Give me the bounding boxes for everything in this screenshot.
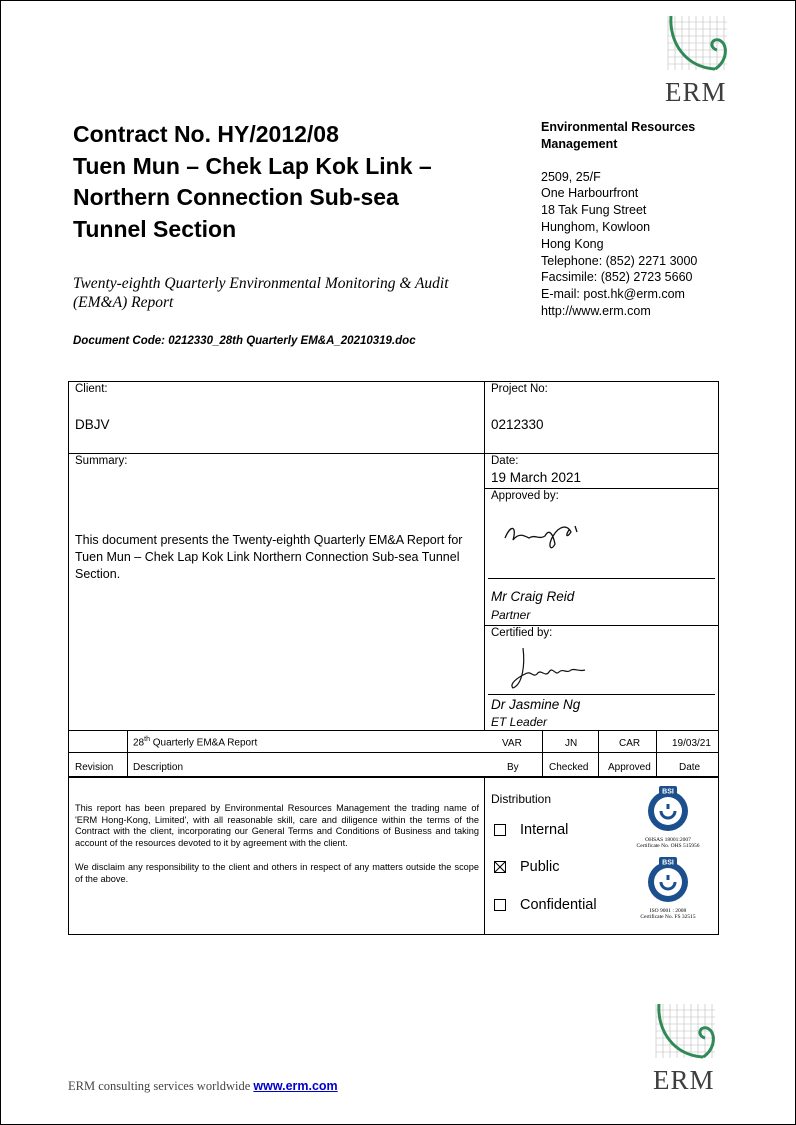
confidential-checkbox[interactable] bbox=[494, 899, 506, 911]
internal-label: Internal bbox=[520, 822, 569, 838]
cert-line: OHSAS 18001:2007 bbox=[645, 837, 691, 843]
erm-logo-icon bbox=[653, 1000, 719, 1060]
header-description: Description bbox=[133, 762, 184, 773]
revision-approved: CAR bbox=[619, 738, 641, 749]
revision-number: 28 bbox=[133, 737, 145, 749]
email[interactable]: E-mail: post.hk@erm.com bbox=[541, 287, 685, 302]
disclaimer-paragraph: This report has been prepared by Environmental Resources Management the trading name of 'ERM Hong-Kong, Limited', with all reasonable skill, care and diligence within the terms of the Contract with the client, incorporating our General Terms and Conditions of Business and taking account of the resources devoted to it by agreement with the client. bbox=[75, 803, 479, 848]
certifier-title: ET Leader bbox=[491, 715, 548, 729]
header-checked: Checked bbox=[549, 762, 589, 773]
title-line: Contract No. HY/2012/08 bbox=[73, 121, 339, 147]
cert-line: Certificate No. OHS 515956 bbox=[636, 843, 700, 849]
title-line: Tunnel Section bbox=[73, 215, 237, 242]
address-line: 2509, 25/F bbox=[541, 169, 601, 184]
footer-text: ERM consulting services worldwide bbox=[68, 1079, 254, 1093]
svg-text:BSI: BSI bbox=[662, 788, 674, 796]
approver-title: Partner bbox=[491, 608, 531, 622]
divider bbox=[485, 488, 718, 489]
divider bbox=[488, 578, 715, 579]
client-value: DBJV bbox=[75, 417, 110, 432]
address-line: One Harbourfront bbox=[541, 186, 639, 201]
bsi-badge-icon bbox=[645, 857, 691, 903]
company-name-line: Management bbox=[541, 136, 618, 151]
client-label: Client: bbox=[75, 383, 108, 395]
company-name bbox=[541, 119, 741, 153]
divider bbox=[69, 730, 718, 731]
ohsas-certification bbox=[626, 786, 710, 849]
revision-by: VAR bbox=[502, 738, 522, 749]
project-value: 0212330 bbox=[491, 417, 544, 432]
title-line: Northern Connection Sub-sea bbox=[73, 184, 399, 210]
document-control-table bbox=[68, 381, 719, 935]
divider bbox=[542, 730, 543, 776]
public-label: Public bbox=[520, 859, 560, 875]
erm-logo bbox=[665, 12, 731, 108]
erm-logo-icon bbox=[665, 12, 731, 72]
header-approved: Approved bbox=[608, 762, 651, 773]
divider bbox=[484, 382, 485, 730]
address-line: Hong Kong bbox=[541, 236, 604, 251]
iso-certification bbox=[626, 857, 710, 920]
divider bbox=[69, 776, 718, 778]
erm-logo-text: ERM bbox=[665, 77, 727, 107]
certifier-name: Dr Jasmine Ng bbox=[491, 697, 581, 712]
approved-by-label: Approved by: bbox=[491, 490, 559, 502]
header-date: Date bbox=[679, 762, 701, 773]
document-code: Document Code: 0212330_28th Quarterly EM&A_20210319.doc bbox=[73, 335, 416, 347]
ordinal-suffix: th bbox=[144, 736, 150, 743]
public-checkbox[interactable] bbox=[494, 861, 506, 873]
report-subtitle bbox=[73, 274, 493, 312]
address-line: 18 Tak Fung Street bbox=[541, 203, 647, 218]
subtitle-line: Twenty-eighth Quarterly Environmental Monitoring & Audit bbox=[73, 275, 449, 292]
footer bbox=[68, 1079, 338, 1094]
svg-text:BSI: BSI bbox=[662, 859, 674, 867]
revision-description bbox=[133, 736, 257, 748]
website-link[interactable]: http://www.erm.com bbox=[541, 303, 651, 318]
company-address bbox=[541, 119, 741, 320]
facsimile: Facsimile: (852) 2723 5660 bbox=[541, 270, 693, 285]
iso-text bbox=[626, 908, 710, 920]
date-label: Date: bbox=[491, 455, 519, 467]
erm-logo-text: ERM bbox=[653, 1065, 715, 1095]
address-line: Hunghom, Kowloon bbox=[541, 219, 651, 234]
revision-description-text: Quarterly EM&A Report bbox=[149, 737, 258, 749]
divider bbox=[485, 625, 718, 626]
divider bbox=[488, 694, 715, 695]
check-x-icon bbox=[495, 862, 505, 872]
divider bbox=[127, 730, 128, 776]
divider bbox=[69, 453, 718, 454]
title-line: Tuen Mun – Chek Lap Kok Link – bbox=[73, 152, 432, 179]
company-name-line: Environmental Resources bbox=[541, 120, 696, 134]
divider bbox=[484, 776, 485, 934]
ohsas-text bbox=[626, 837, 710, 849]
telephone: Telephone: (852) 2271 3000 bbox=[541, 253, 698, 268]
certified-by-label: Certified by: bbox=[491, 627, 553, 639]
bsi-badge-icon bbox=[645, 786, 691, 832]
revision-checked: JN bbox=[565, 738, 578, 749]
distribution-title: Distribution bbox=[491, 792, 552, 806]
date-value: 19 March 2021 bbox=[491, 470, 582, 485]
header-revision: Revision bbox=[75, 762, 114, 773]
revision-date: 19/03/21 bbox=[672, 738, 711, 749]
divider bbox=[598, 730, 599, 776]
footer-link[interactable]: www.erm.com bbox=[253, 1079, 338, 1093]
divider bbox=[69, 752, 718, 753]
page-title bbox=[73, 119, 493, 245]
cert-line: ISO 9001 : 2008 bbox=[649, 908, 687, 914]
summary-label: Summary: bbox=[75, 455, 128, 467]
disclaimer-paragraph: We disclaim any responsibility to the client and others in respect of any matters outside the scope of the above. bbox=[75, 862, 479, 884]
certifier-signature bbox=[505, 644, 595, 694]
divider bbox=[656, 730, 657, 776]
cert-line: Certificate No. FS 32515 bbox=[640, 914, 696, 920]
summary-text: This document presents the Twenty-eighth Quarterly EM&A Report for Tuen Mun – Chek Lap Kok Link Northern Connection Sub-sea Tunnel Section. bbox=[75, 533, 463, 581]
header-by: By bbox=[507, 762, 519, 773]
confidential-label: Confidential bbox=[520, 897, 597, 913]
project-label: Project No: bbox=[491, 383, 548, 395]
subtitle-line: (EM&A) Report bbox=[73, 294, 174, 311]
approver-name: Mr Craig Reid bbox=[491, 589, 575, 604]
internal-checkbox[interactable] bbox=[494, 824, 506, 836]
erm-logo-footer bbox=[653, 1000, 719, 1096]
approver-signature bbox=[497, 510, 587, 558]
